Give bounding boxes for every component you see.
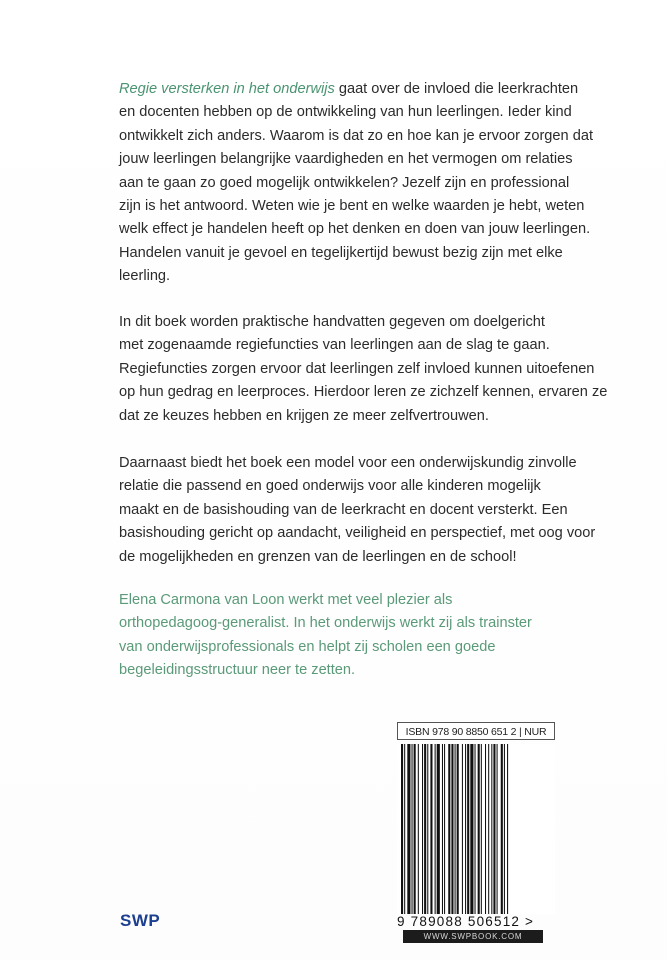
barcode-bar xyxy=(462,744,463,914)
barcode-bar xyxy=(414,744,416,914)
barcode-bar xyxy=(478,744,480,914)
paragraph-line: de mogelijkheden en grenzen van de leerlingen en de school! xyxy=(119,548,517,565)
barcode-bar xyxy=(493,744,495,914)
barcode-bar xyxy=(455,744,456,914)
isbn-label: ISBN 978 90 8850 651 2 | NUR xyxy=(397,722,555,740)
barcode-bar xyxy=(412,744,413,914)
paragraph-line: maakt en de basishouding van de leerkracht en docent versterkt. Een xyxy=(119,501,568,518)
barcode-bar xyxy=(507,744,508,914)
barcode-bar xyxy=(444,744,445,914)
isbn-barcode-block xyxy=(397,722,555,944)
barcode-bar xyxy=(427,744,428,914)
publisher-logo: SWP xyxy=(120,911,161,930)
barcode-bar xyxy=(475,744,476,914)
barcode-bar xyxy=(430,744,432,914)
barcode-bar xyxy=(437,744,440,914)
barcode-bar xyxy=(435,744,436,914)
author-line: Elena Carmona van Loon werkt met veel plezier als xyxy=(119,592,453,608)
intro-line: welk effect je handelen heeft op het denken en doen van jouw leerlingen. xyxy=(119,221,591,238)
barcode-bar xyxy=(470,744,473,914)
barcode-bar xyxy=(424,744,426,914)
barcode-bar xyxy=(485,744,486,914)
barcode-graphic xyxy=(397,744,555,914)
barcode-bar xyxy=(448,744,450,914)
barcode-bar xyxy=(501,744,503,914)
intro-line: leerling. xyxy=(119,268,171,285)
intro-line: Handelen vanuit je gevoel en tegelijkertijd bewust bezig zijn met elke xyxy=(119,244,563,261)
intro-line: jouw leerlingen belangrijke vaardigheden en het vermogen om relaties xyxy=(119,151,573,168)
barcode-bar xyxy=(451,744,453,914)
publisher-url: WWW.SWPBOOK.COM xyxy=(403,930,543,943)
intro-line-1: Regie versterken in het onderwijs gaat over de invloed die leerkrachten xyxy=(119,81,579,97)
paragraph-line: In dit boek worden praktische handvatten gegeven om doelgericht xyxy=(119,314,545,330)
paragraph-line: relatie die passend en goed onderwijs voor alle kinderen mogelijk xyxy=(119,478,541,495)
intro-line: en docenten hebben op de ontwikkeling van hun leerlingen. Ieder kind xyxy=(119,104,572,121)
intro-paragraph xyxy=(119,78,593,289)
author-line: begeleidingsstructuur neer te zetten. xyxy=(119,662,356,679)
barcode-bar xyxy=(481,744,482,914)
barcode-bar xyxy=(401,744,403,914)
author-line: orthopedagoog-generalist. In het onderwijs werkt zij als trainster xyxy=(119,615,532,632)
book-title: Regie versterken in het onderwijs xyxy=(119,81,335,97)
barcode-bar xyxy=(407,744,410,914)
barcode-bar xyxy=(491,744,492,914)
barcode-bars xyxy=(397,744,555,914)
paragraph-line: Regiefuncties zorgen ervoor dat leerlingen zelf invloed kunnen uitoefenen xyxy=(119,360,595,377)
barcode-bar xyxy=(442,744,443,914)
paragraph-line: Daarnaast biedt het boek een model voor een onderwijskundig zinvolle xyxy=(119,455,577,471)
barcode-bar xyxy=(418,744,419,914)
barcode-bar xyxy=(422,744,423,914)
paragraph-line: basishouding gericht op aandacht, veiligheid en perspectief, met oog voor xyxy=(119,525,596,542)
barcode-bar xyxy=(457,744,459,914)
barcode-bar xyxy=(497,744,498,914)
intro-line: ontwikkelt zich anders. Waarom is dat zo en hoe kan je ervoor zorgen dat xyxy=(119,127,593,144)
barcode-bar xyxy=(467,744,469,914)
paragraph-line: dat ze keuzes hebben en krijgen ze meer zelfvertrouwen. xyxy=(119,407,489,424)
model-paragraph xyxy=(119,452,596,569)
paragraph-line: met zogenaamde regiefuncties van leerlingen aan de slag te gaan. xyxy=(119,337,550,354)
barcode-bar xyxy=(465,744,466,914)
barcode-bar xyxy=(488,744,489,914)
intro-line: aan te gaan zo goed mogelijk ontwikkelen? Jezelf zijn en professional xyxy=(119,174,570,191)
barcode-bar xyxy=(404,744,405,914)
handvatten-paragraph xyxy=(119,311,608,428)
barcode-digits: 9 789088 506512 > xyxy=(397,914,535,929)
paragraph-line: op hun gedrag en leerproces. Hierdoor leren ze zichzelf kennen, ervaren ze xyxy=(119,384,608,401)
barcode-bar xyxy=(504,744,505,914)
author-bio xyxy=(119,589,571,683)
author-line: van onderwijsprofessionals en helpt zij scholen een goede xyxy=(119,638,496,655)
intro-line: zijn is het antwoord. Weten wie je bent en welke waarden je hebt, weten xyxy=(119,198,585,215)
